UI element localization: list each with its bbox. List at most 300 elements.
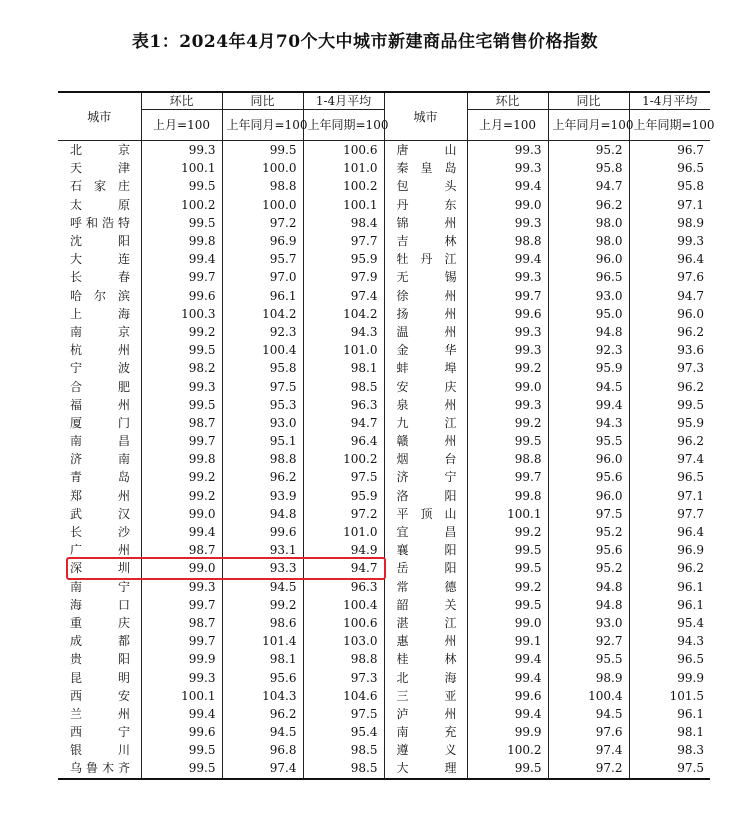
avg-value: 96.2 bbox=[629, 377, 710, 395]
table-row bbox=[58, 559, 710, 577]
yoy-value: 98.6 bbox=[222, 614, 303, 632]
mom-value: 99.6 bbox=[467, 687, 548, 705]
table-row bbox=[58, 232, 710, 250]
header-mom-left: 环比 bbox=[141, 92, 222, 110]
yoy-value: 94.5 bbox=[548, 377, 629, 395]
city-name: 重 庆 bbox=[70, 615, 130, 630]
avg-value: 97.4 bbox=[303, 287, 384, 305]
avg-value: 99.5 bbox=[629, 396, 710, 414]
table-row bbox=[58, 723, 710, 741]
city-name: 天 津 bbox=[70, 161, 130, 176]
subheader-yoy-left: 上年同月=100 bbox=[222, 110, 303, 141]
yoy-value: 94.8 bbox=[222, 505, 303, 523]
city-name: 吉 林 bbox=[396, 234, 457, 249]
city-cell bbox=[58, 287, 141, 305]
avg-value: 104.6 bbox=[303, 687, 384, 705]
header-avg-right: 1-4月平均 bbox=[629, 92, 710, 110]
yoy-value: 94.5 bbox=[548, 705, 629, 723]
city-cell bbox=[58, 559, 141, 577]
table-row bbox=[58, 468, 710, 486]
city-name: 扬 州 bbox=[396, 306, 457, 321]
yoy-value: 98.0 bbox=[548, 214, 629, 232]
avg-value: 97.9 bbox=[303, 268, 384, 286]
avg-value: 98.5 bbox=[303, 377, 384, 395]
city-cell bbox=[384, 323, 467, 341]
table-row bbox=[58, 687, 710, 705]
mom-value: 99.6 bbox=[141, 287, 222, 305]
city-name: 徐 州 bbox=[396, 288, 457, 303]
yoy-value: 95.2 bbox=[548, 141, 629, 160]
city-name: 深 圳 bbox=[70, 561, 130, 576]
table-row bbox=[58, 487, 710, 505]
avg-value: 100.6 bbox=[303, 614, 384, 632]
avg-value: 96.5 bbox=[629, 159, 710, 177]
mom-value: 99.0 bbox=[467, 614, 548, 632]
yoy-value: 94.5 bbox=[222, 723, 303, 741]
avg-value: 101.0 bbox=[303, 341, 384, 359]
city-cell bbox=[384, 268, 467, 286]
city-name: 成 都 bbox=[70, 634, 130, 649]
avg-value: 96.5 bbox=[629, 468, 710, 486]
avg-value: 97.6 bbox=[629, 268, 710, 286]
avg-value: 98.1 bbox=[629, 723, 710, 741]
header-yoy-left: 同比 bbox=[222, 92, 303, 110]
city-cell bbox=[384, 523, 467, 541]
city-cell bbox=[58, 177, 141, 195]
yoy-value: 93.0 bbox=[548, 614, 629, 632]
city-name: 丹 东 bbox=[396, 197, 457, 212]
avg-value: 101.0 bbox=[303, 523, 384, 541]
avg-value: 96.3 bbox=[303, 396, 384, 414]
avg-value: 96.1 bbox=[629, 578, 710, 596]
mom-value: 99.9 bbox=[467, 723, 548, 741]
city-name: 岳 阳 bbox=[396, 561, 457, 576]
city-cell bbox=[384, 432, 467, 450]
city-name: 济 南 bbox=[70, 452, 130, 467]
table-row bbox=[58, 305, 710, 323]
avg-value: 96.2 bbox=[629, 559, 710, 577]
yoy-value: 97.2 bbox=[222, 214, 303, 232]
city-name: 湛 江 bbox=[396, 615, 457, 630]
mom-value: 99.5 bbox=[141, 341, 222, 359]
mom-value: 99.3 bbox=[467, 396, 548, 414]
mom-value: 99.7 bbox=[141, 596, 222, 614]
subheader-yoy-right: 上年同月=100 bbox=[548, 110, 629, 141]
table-row bbox=[58, 414, 710, 432]
city-cell bbox=[384, 287, 467, 305]
avg-value: 97.2 bbox=[303, 505, 384, 523]
city-cell bbox=[58, 196, 141, 214]
city-cell bbox=[384, 650, 467, 668]
avg-value: 96.9 bbox=[629, 541, 710, 559]
yoy-value: 94.7 bbox=[548, 177, 629, 195]
avg-value: 95.9 bbox=[629, 414, 710, 432]
mom-value: 99.0 bbox=[141, 505, 222, 523]
city-cell bbox=[384, 141, 467, 160]
avg-value: 100.6 bbox=[303, 141, 384, 160]
table-row bbox=[58, 596, 710, 614]
mom-value: 99.4 bbox=[467, 177, 548, 195]
avg-value: 97.5 bbox=[303, 705, 384, 723]
yoy-value: 92.7 bbox=[548, 632, 629, 650]
city-cell bbox=[58, 450, 141, 468]
city-name: 遵 义 bbox=[396, 743, 457, 758]
table-row bbox=[58, 396, 710, 414]
avg-value: 98.9 bbox=[629, 214, 710, 232]
city-cell bbox=[58, 687, 141, 705]
mom-value: 98.7 bbox=[141, 541, 222, 559]
avg-value: 98.3 bbox=[629, 741, 710, 759]
avg-value: 96.2 bbox=[629, 323, 710, 341]
table-body bbox=[58, 141, 710, 779]
yoy-value: 95.8 bbox=[548, 159, 629, 177]
city-name: 昆 明 bbox=[70, 670, 130, 685]
yoy-value: 96.0 bbox=[548, 250, 629, 268]
yoy-value: 95.1 bbox=[222, 432, 303, 450]
city-name: 西 宁 bbox=[70, 725, 130, 740]
city-cell bbox=[58, 668, 141, 686]
table-row bbox=[58, 159, 710, 177]
table-title: 表1：2024年4月70个大中城市新建商品住宅销售价格指数 bbox=[131, 32, 599, 52]
city-name: 宜 昌 bbox=[396, 525, 457, 540]
table-row bbox=[58, 632, 710, 650]
city-name: 无 锡 bbox=[396, 270, 457, 285]
mom-value: 99.5 bbox=[467, 759, 548, 778]
yoy-value: 99.6 bbox=[222, 523, 303, 541]
city-name: 唐 山 bbox=[396, 143, 457, 158]
yoy-value: 96.9 bbox=[222, 232, 303, 250]
avg-value: 96.7 bbox=[629, 141, 710, 160]
city-cell bbox=[58, 250, 141, 268]
city-cell bbox=[58, 741, 141, 759]
avg-value: 94.7 bbox=[303, 559, 384, 577]
subheader-mom-left: 上月=100 bbox=[141, 110, 222, 141]
mom-value: 99.8 bbox=[141, 232, 222, 250]
yoy-value: 95.2 bbox=[548, 559, 629, 577]
avg-value: 94.3 bbox=[303, 323, 384, 341]
mom-value: 99.8 bbox=[467, 487, 548, 505]
mom-value: 99.4 bbox=[467, 668, 548, 686]
avg-value: 98.1 bbox=[303, 359, 384, 377]
mom-value: 99.4 bbox=[467, 705, 548, 723]
yoy-value: 93.9 bbox=[222, 487, 303, 505]
city-cell bbox=[58, 432, 141, 450]
city-cell bbox=[58, 414, 141, 432]
city-cell bbox=[384, 723, 467, 741]
city-name: 宁 波 bbox=[70, 361, 130, 376]
city-cell bbox=[384, 632, 467, 650]
yoy-value: 95.7 bbox=[222, 250, 303, 268]
mom-value: 99.2 bbox=[467, 523, 548, 541]
city-name: 贵 阳 bbox=[70, 652, 130, 667]
city-name: 广 州 bbox=[70, 543, 130, 558]
yoy-value: 95.5 bbox=[548, 432, 629, 450]
header-city-right: 城市 bbox=[384, 92, 467, 141]
mom-value: 99.3 bbox=[141, 377, 222, 395]
city-cell bbox=[384, 450, 467, 468]
avg-value: 103.0 bbox=[303, 632, 384, 650]
avg-value: 96.3 bbox=[303, 578, 384, 596]
yoy-value: 92.3 bbox=[548, 341, 629, 359]
subheader-avg-right: 上年同期=100 bbox=[629, 110, 710, 141]
header-city-left: 城市 bbox=[58, 92, 141, 141]
mom-value: 100.1 bbox=[141, 687, 222, 705]
yoy-value: 96.1 bbox=[222, 287, 303, 305]
city-name: 南 昌 bbox=[70, 434, 130, 449]
mom-value: 99.7 bbox=[467, 287, 548, 305]
city-name: 桂 林 bbox=[396, 652, 457, 667]
city-cell bbox=[384, 614, 467, 632]
city-cell bbox=[58, 359, 141, 377]
mom-value: 99.5 bbox=[141, 396, 222, 414]
avg-value: 96.0 bbox=[629, 305, 710, 323]
yoy-value: 95.9 bbox=[548, 359, 629, 377]
yoy-value: 96.2 bbox=[548, 196, 629, 214]
city-name: 三 亚 bbox=[396, 688, 457, 703]
yoy-value: 99.2 bbox=[222, 596, 303, 614]
subheader-avg-left: 上年同期=100 bbox=[303, 110, 384, 141]
table-row bbox=[58, 541, 710, 559]
yoy-value: 92.3 bbox=[222, 323, 303, 341]
mom-value: 99.7 bbox=[467, 468, 548, 486]
mom-value: 99.4 bbox=[141, 705, 222, 723]
city-cell bbox=[384, 214, 467, 232]
yoy-value: 94.8 bbox=[548, 578, 629, 596]
price-index-table bbox=[58, 91, 715, 780]
city-cell bbox=[58, 632, 141, 650]
mom-value: 98.8 bbox=[467, 450, 548, 468]
yoy-value: 104.3 bbox=[222, 687, 303, 705]
city-cell bbox=[58, 596, 141, 614]
city-cell bbox=[384, 468, 467, 486]
city-cell bbox=[58, 341, 141, 359]
yoy-value: 98.8 bbox=[222, 177, 303, 195]
yoy-value: 93.3 bbox=[222, 559, 303, 577]
avg-value: 97.3 bbox=[629, 359, 710, 377]
city-name: 哈尔滨 bbox=[70, 288, 130, 303]
avg-value: 100.2 bbox=[303, 450, 384, 468]
city-cell bbox=[384, 159, 467, 177]
mom-value: 99.0 bbox=[467, 196, 548, 214]
yoy-value: 96.2 bbox=[222, 705, 303, 723]
city-cell bbox=[58, 214, 141, 232]
yoy-value: 97.4 bbox=[222, 759, 303, 778]
avg-value: 100.2 bbox=[303, 177, 384, 195]
yoy-value: 94.8 bbox=[548, 323, 629, 341]
city-cell bbox=[58, 578, 141, 596]
avg-value: 100.1 bbox=[303, 196, 384, 214]
mom-value: 99.5 bbox=[467, 432, 548, 450]
mom-value: 99.7 bbox=[141, 268, 222, 286]
avg-value: 98.5 bbox=[303, 741, 384, 759]
avg-value: 94.7 bbox=[303, 414, 384, 432]
mom-value: 99.2 bbox=[467, 359, 548, 377]
city-cell bbox=[384, 596, 467, 614]
city-name: 上 海 bbox=[70, 306, 130, 321]
avg-value: 93.6 bbox=[629, 341, 710, 359]
mom-value: 99.8 bbox=[141, 450, 222, 468]
yoy-value: 96.0 bbox=[548, 487, 629, 505]
yoy-value: 95.6 bbox=[548, 541, 629, 559]
city-cell bbox=[384, 559, 467, 577]
avg-value: 96.2 bbox=[629, 432, 710, 450]
city-cell bbox=[58, 650, 141, 668]
city-cell bbox=[58, 468, 141, 486]
city-name: 金 华 bbox=[396, 343, 457, 358]
mom-value: 99.3 bbox=[467, 214, 548, 232]
mom-value: 99.3 bbox=[467, 141, 548, 160]
city-name: 合 肥 bbox=[70, 379, 130, 394]
mom-value: 99.7 bbox=[141, 432, 222, 450]
city-name: 平顶山 bbox=[396, 506, 457, 521]
mom-value: 99.5 bbox=[141, 177, 222, 195]
city-name: 九 江 bbox=[396, 415, 457, 430]
yoy-value: 96.5 bbox=[548, 268, 629, 286]
avg-value: 95.9 bbox=[303, 250, 384, 268]
avg-value: 96.5 bbox=[629, 650, 710, 668]
city-name: 蚌 埠 bbox=[396, 361, 457, 376]
city-cell bbox=[58, 614, 141, 632]
city-cell bbox=[384, 377, 467, 395]
yoy-value: 100.0 bbox=[222, 159, 303, 177]
city-name: 烟 台 bbox=[396, 452, 457, 467]
yoy-value: 95.0 bbox=[548, 305, 629, 323]
table-row bbox=[58, 505, 710, 523]
avg-value: 96.1 bbox=[629, 596, 710, 614]
table-row bbox=[58, 287, 710, 305]
city-name: 呼和浩特 bbox=[70, 215, 130, 230]
mom-value: 100.2 bbox=[467, 741, 548, 759]
yoy-value: 97.6 bbox=[548, 723, 629, 741]
city-cell bbox=[384, 541, 467, 559]
city-name: 郑 州 bbox=[70, 488, 130, 503]
yoy-value: 95.2 bbox=[548, 523, 629, 541]
city-name: 南 宁 bbox=[70, 579, 130, 594]
city-cell bbox=[384, 487, 467, 505]
table-row bbox=[58, 377, 710, 395]
header-yoy-right: 同比 bbox=[548, 92, 629, 110]
city-name: 锦 州 bbox=[396, 215, 457, 230]
table-row bbox=[58, 578, 710, 596]
table-row bbox=[58, 614, 710, 632]
city-name: 常 德 bbox=[396, 579, 457, 594]
mom-value: 100.2 bbox=[141, 196, 222, 214]
avg-value: 97.4 bbox=[629, 450, 710, 468]
city-name: 泉 州 bbox=[396, 397, 457, 412]
avg-value: 96.4 bbox=[629, 523, 710, 541]
header-mom-right: 环比 bbox=[467, 92, 548, 110]
yoy-value: 100.4 bbox=[222, 341, 303, 359]
city-cell bbox=[58, 723, 141, 741]
city-name: 长 春 bbox=[70, 270, 130, 285]
mom-value: 99.3 bbox=[467, 159, 548, 177]
city-name: 福 州 bbox=[70, 397, 130, 412]
city-name: 南 京 bbox=[70, 324, 130, 339]
mom-value: 99.2 bbox=[141, 323, 222, 341]
mom-value: 99.5 bbox=[141, 759, 222, 778]
city-cell bbox=[58, 523, 141, 541]
city-name: 乌鲁木齐 bbox=[70, 761, 130, 776]
city-name: 武 汉 bbox=[70, 506, 130, 521]
yoy-value: 98.9 bbox=[548, 668, 629, 686]
yoy-value: 94.5 bbox=[222, 578, 303, 596]
city-name: 长 沙 bbox=[70, 525, 130, 540]
city-name: 石家庄 bbox=[70, 179, 130, 194]
city-cell bbox=[384, 359, 467, 377]
yoy-value: 94.3 bbox=[548, 414, 629, 432]
subheader-mom-right: 上月=100 bbox=[467, 110, 548, 141]
mom-value: 99.2 bbox=[141, 468, 222, 486]
city-name: 安 庆 bbox=[396, 379, 457, 394]
city-name: 温 州 bbox=[396, 324, 457, 339]
city-name: 洛 阳 bbox=[396, 488, 457, 503]
avg-value: 97.1 bbox=[629, 487, 710, 505]
avg-value: 95.8 bbox=[629, 177, 710, 195]
city-name: 南 充 bbox=[396, 725, 457, 740]
avg-value: 94.3 bbox=[629, 632, 710, 650]
yoy-value: 99.5 bbox=[222, 141, 303, 160]
yoy-value: 99.4 bbox=[548, 396, 629, 414]
city-name: 北 海 bbox=[396, 670, 457, 685]
mom-value: 98.7 bbox=[141, 414, 222, 432]
avg-value: 96.1 bbox=[629, 705, 710, 723]
yoy-value: 104.2 bbox=[222, 305, 303, 323]
yoy-value: 95.6 bbox=[548, 468, 629, 486]
mom-value: 99.4 bbox=[141, 523, 222, 541]
table-row bbox=[58, 177, 710, 195]
mom-value: 99.3 bbox=[467, 323, 548, 341]
avg-value: 101.0 bbox=[303, 159, 384, 177]
table-row bbox=[58, 668, 710, 686]
city-cell bbox=[384, 232, 467, 250]
city-name: 大 理 bbox=[396, 761, 457, 776]
city-cell bbox=[384, 396, 467, 414]
yoy-value: 93.0 bbox=[548, 287, 629, 305]
table-row bbox=[58, 341, 710, 359]
city-cell bbox=[384, 505, 467, 523]
table-row bbox=[58, 759, 710, 778]
city-cell bbox=[58, 705, 141, 723]
mom-value: 99.4 bbox=[467, 650, 548, 668]
yoy-value: 93.0 bbox=[222, 414, 303, 432]
mom-value: 98.7 bbox=[141, 614, 222, 632]
table-row bbox=[58, 141, 710, 160]
avg-value: 99.3 bbox=[629, 232, 710, 250]
mom-value: 99.0 bbox=[141, 559, 222, 577]
city-cell bbox=[58, 268, 141, 286]
avg-value: 98.5 bbox=[303, 759, 384, 778]
city-name: 泸 州 bbox=[396, 706, 457, 721]
yoy-value: 96.0 bbox=[548, 450, 629, 468]
avg-value: 94.9 bbox=[303, 541, 384, 559]
table-row bbox=[58, 705, 710, 723]
yoy-value: 94.8 bbox=[548, 596, 629, 614]
city-name: 韶 关 bbox=[396, 597, 457, 612]
mom-value: 99.0 bbox=[467, 377, 548, 395]
city-name: 太 原 bbox=[70, 197, 130, 212]
table-row bbox=[58, 359, 710, 377]
mom-value: 99.4 bbox=[141, 250, 222, 268]
table-row bbox=[58, 268, 710, 286]
mom-value: 99.5 bbox=[467, 596, 548, 614]
table-row bbox=[58, 741, 710, 759]
city-name: 沈 阳 bbox=[70, 234, 130, 249]
city-cell bbox=[58, 305, 141, 323]
table-row bbox=[58, 250, 710, 268]
avg-value: 97.1 bbox=[629, 196, 710, 214]
avg-value: 98.8 bbox=[303, 650, 384, 668]
city-name: 海 口 bbox=[70, 597, 130, 612]
